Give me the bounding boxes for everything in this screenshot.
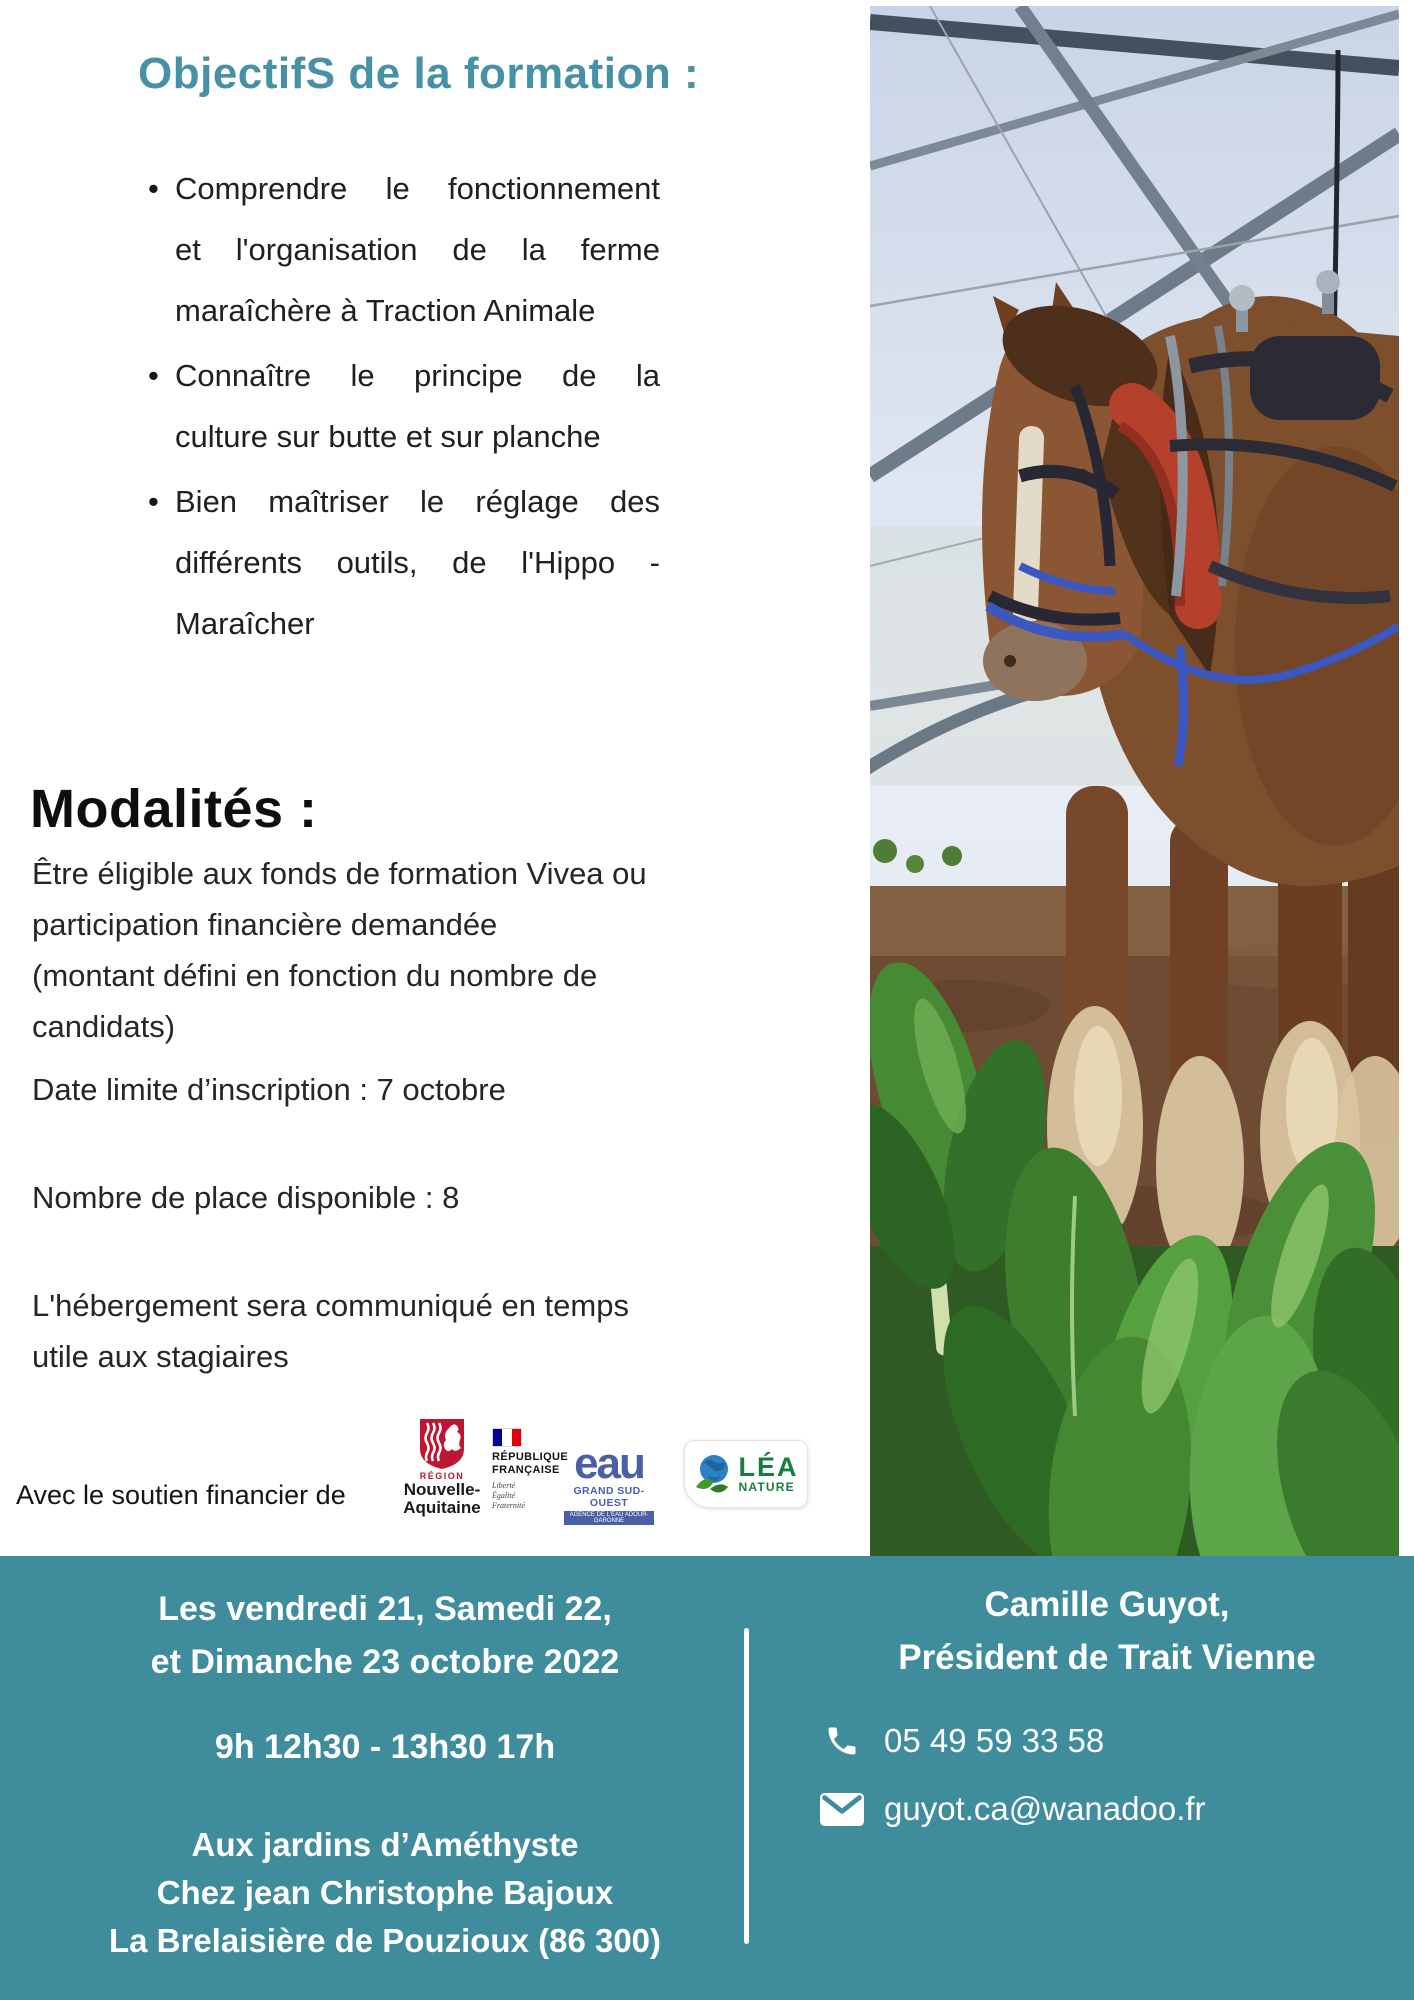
- contact-name: Camille Guyot,: [984, 1585, 1230, 1624]
- contact-email-row: [820, 1790, 1206, 1828]
- na-name-line2: Aquitaine: [403, 1498, 481, 1517]
- objectives-list: [148, 158, 660, 658]
- objective-line: Maraîcher: [175, 606, 315, 641]
- eau-line1: GRAND SUD-OUEST: [573, 1485, 645, 1509]
- rf-line2: FRANÇAISE: [492, 1464, 560, 1476]
- session-hours: 9h 12h30 - 13h30 17h: [214, 1728, 556, 1766]
- objective-line: différents outils, de l'Hippo -: [175, 545, 660, 580]
- lea-line1: LÉA: [738, 1451, 799, 1482]
- objective-line: et l'organisation de la ferme: [175, 232, 660, 267]
- objective-line: culture sur butte et sur planche: [175, 419, 601, 454]
- objective-item: [148, 471, 660, 654]
- contact-block: [810, 1578, 1404, 1684]
- contact-phone-row: [824, 1722, 1104, 1760]
- republique-francaise-logo: [492, 1428, 570, 1511]
- footer-band: [0, 1556, 1414, 2000]
- greenhouse-horse-photo: [870, 6, 1399, 1556]
- nouvelle-aquitaine-logo: [396, 1418, 488, 1517]
- eau-wordmark: eau: [574, 1439, 644, 1488]
- objective-line: • Bien maîtriser le réglage des: [175, 484, 660, 519]
- lea-nature-logo: [684, 1440, 808, 1508]
- accommodation-text: L'hébergement sera communiqué en temps utile aux stagiaires: [32, 1288, 629, 1374]
- contact-title: Président de Trait Vienne: [898, 1638, 1316, 1677]
- page-title: ObjectifS de la formation :: [138, 49, 700, 98]
- objective-line: • Connaître le principe de la: [175, 358, 660, 393]
- objective-item: [148, 158, 660, 341]
- sponsors-label: Avec le soutien financier de: [16, 1480, 346, 1510]
- phone-icon: [824, 1723, 860, 1759]
- french-flag-icon: [492, 1428, 522, 1447]
- envelope-icon: [820, 1793, 864, 1826]
- eligibility-text: Être éligible aux fonds de formation Vivea ou participation financière demandée (montant défini en fonction du nombre de candidats): [32, 856, 647, 1044]
- objective-line: • Comprendre le fonctionnement: [175, 171, 660, 206]
- session-location: Aux jardins d’Améthyste Chez jean Christophe Bajoux La Brelaisière de Pouzioux (86 300): [108, 1826, 662, 1959]
- lea-line2: NATURE: [738, 1479, 795, 1494]
- eau-line2: AGENCE DE L'EAU ADOUR-GARONNE: [564, 1511, 654, 1525]
- deadline-text: Date limite d’inscription : 7 octobre: [32, 1072, 506, 1107]
- rf-line1: RÉPUBLIQUE: [492, 1451, 569, 1463]
- session-dates: Les vendredi 21, Samedi 22, et Dimanche 23 octobre 2022: [150, 1590, 620, 1681]
- na-region-label: RÉGION: [419, 1471, 465, 1481]
- capacity-text: Nombre de place disponible : 8: [32, 1180, 460, 1215]
- eau-grand-sud-ouest-logo: [564, 1439, 654, 1527]
- nouvelle-aquitaine-shield-icon: [419, 1418, 465, 1470]
- globe-leaf-icon: [694, 1453, 732, 1495]
- contact-email: guyot.ca@wanadoo.fr: [884, 1790, 1206, 1827]
- contact-phone: 05 49 59 33 58: [884, 1722, 1105, 1759]
- footer-divider: [744, 1628, 749, 1944]
- modalites-title: Modalités :: [30, 779, 318, 839]
- na-name-line1: Nouvelle-: [403, 1480, 481, 1499]
- objective-item: [148, 345, 660, 467]
- objective-line: maraîchère à Traction Animale: [175, 293, 596, 328]
- rf-motto: Liberté Égalité Fraternité: [492, 1481, 525, 1510]
